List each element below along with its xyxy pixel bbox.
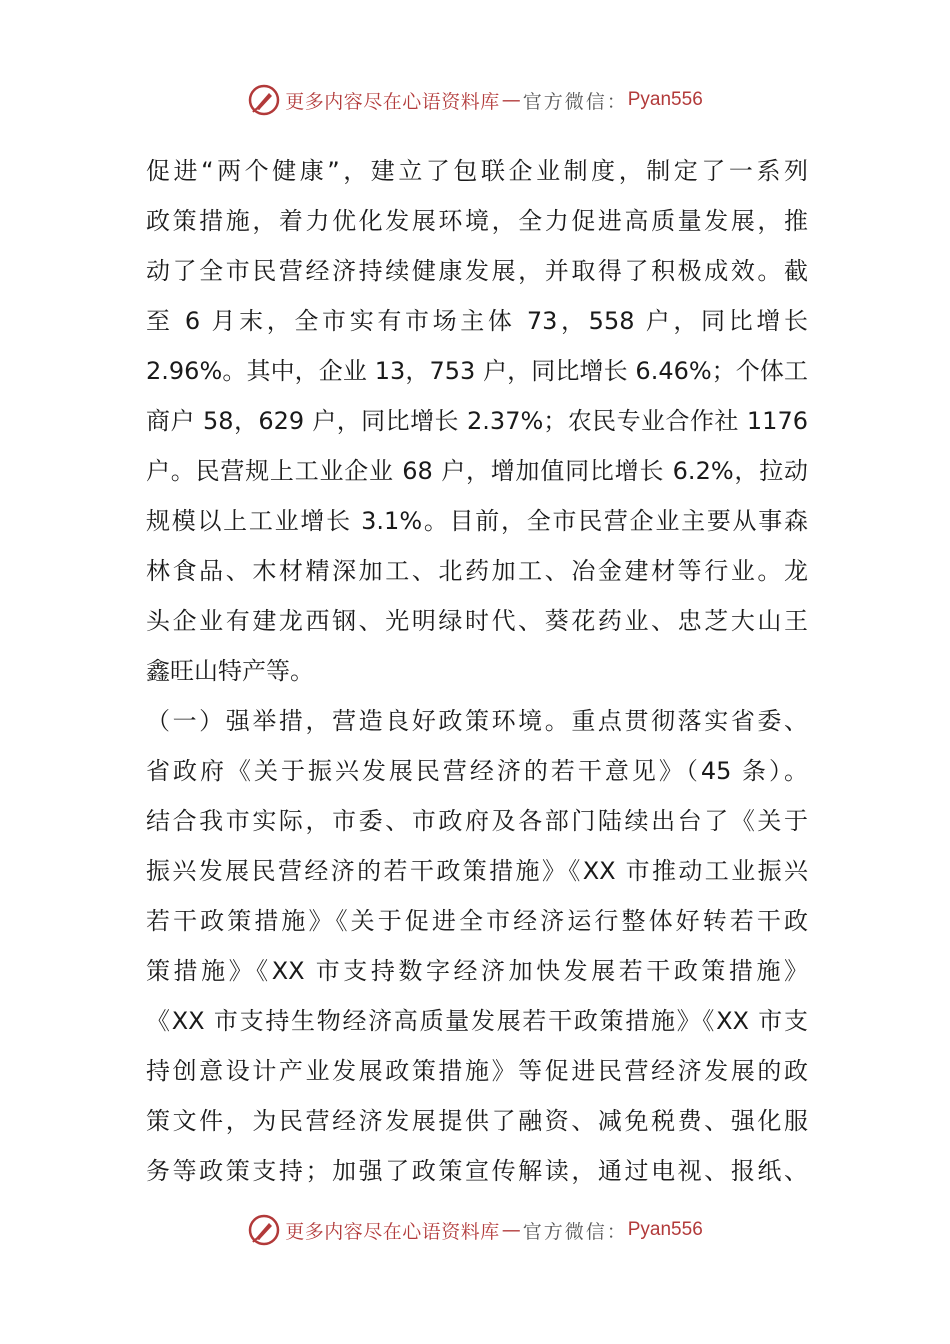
pen-logo-icon — [247, 1213, 281, 1247]
body-line: 商户 58，629 户，同比增长 2.37%；农民专业合作社 1176 — [146, 407, 808, 435]
watermark-text: 更多内容尽在心语资料库 — [285, 90, 500, 113]
body-line: 振兴发展民营经济的若干政策措施》《XX 市推动工业振兴 — [146, 857, 808, 885]
body-line: 省政府《关于振兴发展民营经济的若干意见》（45 条）。 — [146, 757, 808, 785]
body-line: 林食品、木材精深加工、北药加工、冶金建材等行业。龙 — [146, 557, 808, 585]
body-line: 户。民营规上工业企业 68 户，增加值同比增长 6.2%，拉动 — [146, 457, 808, 485]
watermark-wechat-id: Pyan556 — [627, 89, 703, 110]
body-line: 头企业有建龙西钢、光明绿时代、葵花药业、忠芝大山王 — [146, 607, 808, 635]
watermark-label: 官方微信： — [522, 90, 628, 113]
body-line: 鑫旺山特产等。 — [146, 657, 314, 685]
pen-logo-icon — [247, 83, 281, 117]
body-line: 规模以上工业增长 3.1%。目前，全市民营企业主要从事森 — [146, 507, 808, 535]
body-line: 政策措施，着力优化发展环境，全力促进高质量发展，推 — [146, 207, 808, 235]
watermark-dash: — — [501, 89, 521, 111]
body-line: 促进“两个健康”，建立了包联企业制度，制定了一系列 — [146, 157, 808, 185]
watermark-text: 更多内容尽在心语资料库 — [285, 1220, 500, 1243]
document-body — [146, 146, 808, 1196]
body-line: 策文件，为民营经济发展提供了融资、减免税费、强化服 — [146, 1107, 808, 1135]
body-line: 动了全市民营经济持续健康发展，并取得了积极成效。截 — [146, 257, 808, 285]
watermark-label: 官方微信： — [522, 1220, 628, 1243]
watermark-wechat-id: Pyan556 — [627, 1219, 703, 1240]
body-line: 《XX 市支持生物经济高质量发展若干政策措施》《XX 市支 — [146, 1007, 808, 1035]
body-line: 至 6 月末，全市实有市场主体 73，558 户，同比增长 — [146, 307, 808, 335]
body-line: 结合我市实际，市委、市政府及各部门陆续出台了《关于 — [146, 807, 808, 835]
body-line: 策措施》《XX 市支持数字经济加快发展若干政策措施》 — [146, 957, 808, 985]
body-line: 2.96%。其中，企业 13，753 户，同比增长 6.46%；个体工 — [146, 357, 808, 385]
body-line: 务等政策支持；加强了政策宣传解读，通过电视、报纸、 — [146, 1157, 808, 1185]
body-line: （一）强举措，营造良好政策环境。重点贯彻落实省委、 — [146, 707, 808, 735]
body-line: 若干政策措施》《关于促进全市经济运行整体好转若干政 — [146, 907, 808, 935]
watermark-banner-top — [0, 80, 950, 120]
body-line: 持创意设计产业发展政策措施》等促进民营经济发展的政 — [146, 1057, 808, 1085]
watermark-dash: — — [501, 1219, 521, 1241]
watermark-banner-bottom — [0, 1210, 950, 1250]
